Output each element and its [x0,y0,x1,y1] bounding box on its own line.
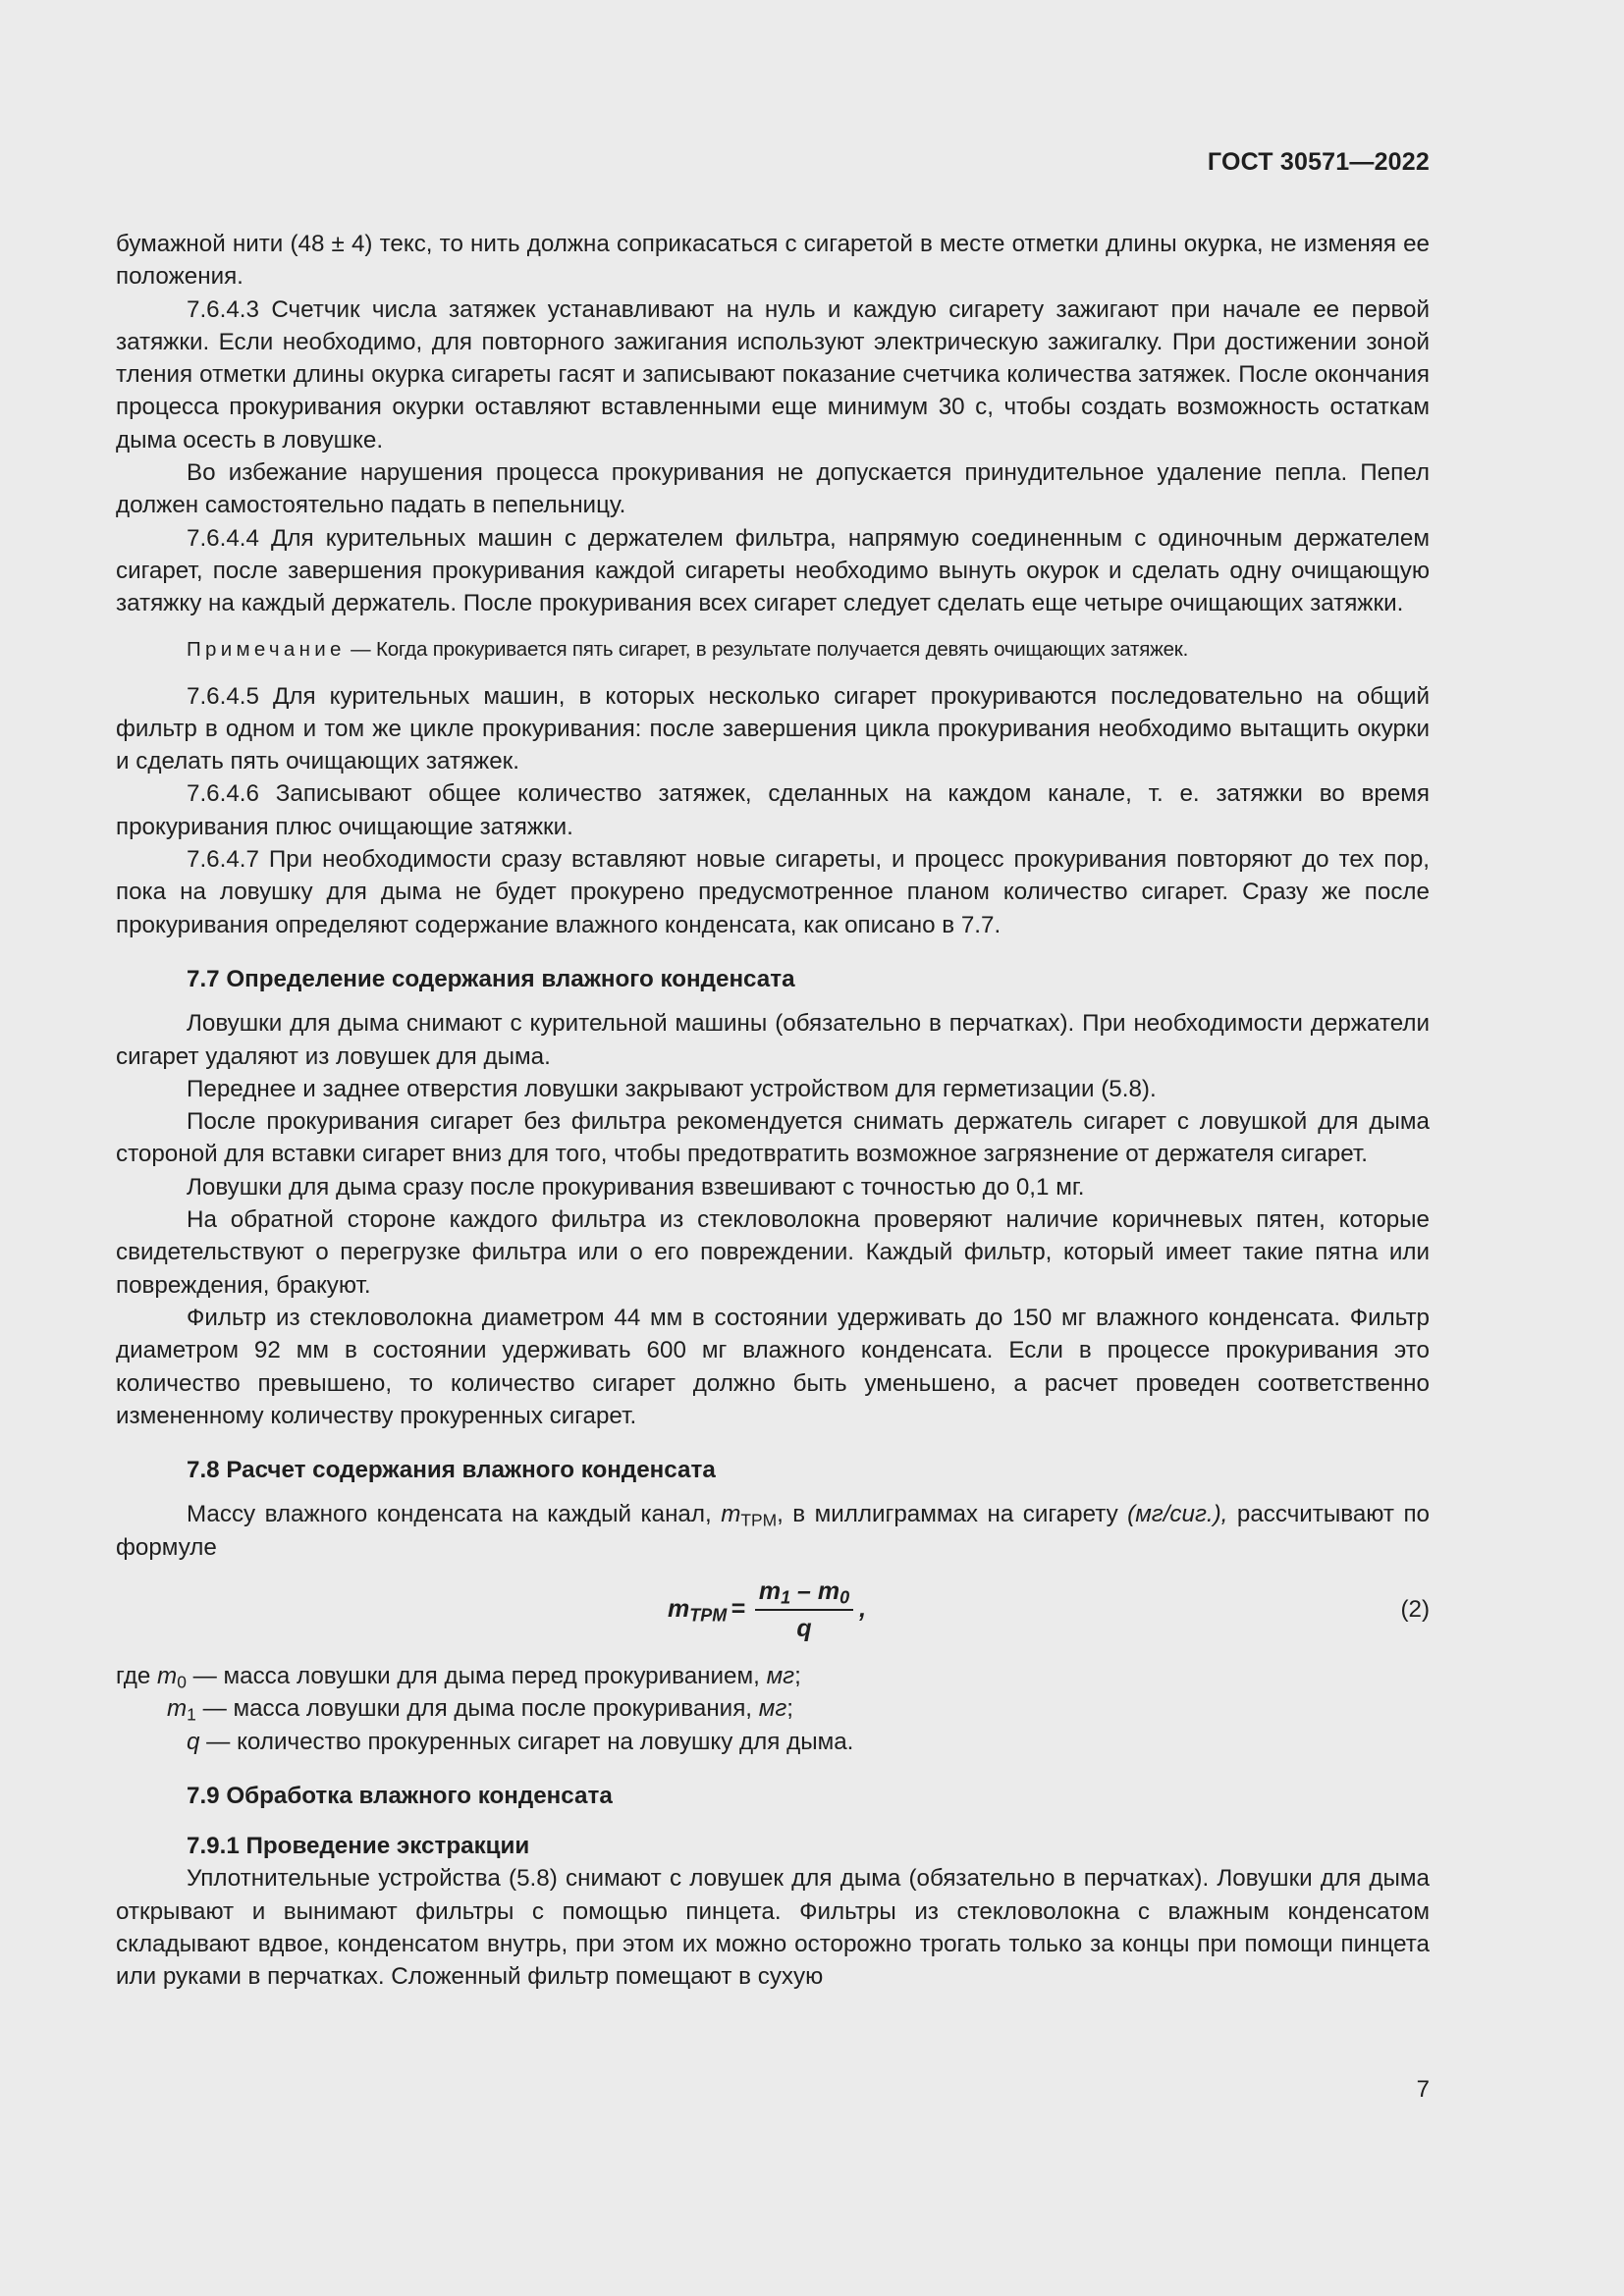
note-text: — Когда прокуривается пять сигарет, в результате получается девять очищающих затяжек. [345,637,1189,661]
formula-numerator: $m_1 - m_0$ [755,1575,853,1611]
note [116,636,1430,664]
paragraph: Ловушки для дыма снимают с курительной машины (обязательно в перчатках). При необходимости держатели сигарет удаляют из ловушек для дыма. [116,1010,1430,1070]
paragraph: Фильтр из стекловолокна диаметром 44 мм в состоянии удерживать до 150 мг влажного конденсата. Фильтр диаметром 92 мм в состоянии удерживать 600 мг влажного конденсата. Если в процессе прокуривания это количество превышено, то количество сигарет должно быть уменьшено, а расчет проведен соответственно измененному количеству прокуренных сигарет. [116,1304,1430,1429]
paragraph-7-6-4-7: 7.6.4.7 При необходимости сразу вставляют новые сигареты, и процесс прокуривания повторяют до тех пор, пока на ловушку для дыма не будет прокурено предусмотренное планом количество сигарет. Сразу же после прокуривания определяют содержание влажного конденсата, как описано в 7.7. [116,846,1430,938]
section-heading-7-9: 7.9 Обработка влажного конденсата [187,1782,613,1809]
paragraph: Ловушки для дыма сразу после прокуривания взвешивают с точностью до 0,1 мг. [187,1173,1085,1201]
legend-row: где $m_0$ — масса ловушки для дыма перед прокуриванием, мг; [116,1662,801,1692]
variable-legend [116,1660,1430,1758]
document-id-header: ГОСТ 30571—2022 [1207,148,1430,176]
formula [668,1575,866,1644]
paragraph-7-6-4-4: 7.6.4.4 Для курительных машин с держателем фильтра, напрямую соединенным с одиночным держателем сигарет, после завершения прокуривания каждой сигареты необходимо вынуть окурок и сделать одну очищающую затяжку на каждый держатель. После прокуривания всех сигарет следует сделать еще четыре очищающих затяжки. [116,524,1430,617]
document-body [116,228,1430,1994]
paragraph: Во избежание нарушения процесса прокуривания не допускается принудительное удаление пепла. Пепел должен самостоятельно падать в пепельницу. [116,459,1430,519]
formula-fraction [755,1575,853,1644]
paragraph-formula-intro: Массу влажного конденсата на каждый канал, $m_{TPM}$, в миллиграммах на сигарету (мг/сиг.), рассчитывают по формуле [116,1501,1431,1561]
paragraph-7-6-4-5: 7.6.4.5 Для курительных машин, в которых несколько сигарет прокуриваются последовательно на общий фильтр в одном и том же цикле прокуривания: после завершения цикла прокуривания необходимо вытащить окурки и сделать пять очищающих затяжек. [116,682,1430,775]
formula-equals: = [731,1595,745,1624]
equation-number: (2) [1400,1595,1430,1623]
formula-comma: , [859,1595,867,1624]
paragraph: После прокуривания сигарет без фильтра рекомендуется снимать держатель сигарет с ловушкой для дыма стороной для вставки сигарет вниз для того, чтобы предотвратить возможное загрязнение от держателя сигарет. [116,1108,1430,1168]
formula-denominator: q [796,1614,812,1642]
subsection-heading-7-9-1: 7.9.1 Проведение экстракции [187,1833,530,1860]
paragraph: На обратной стороне каждого фильтра из стекловолокна проверяют наличие коричневых пятен, которые свидетельствуют о перегрузке фильтра или о его повреждении. Каждый фильтр, который имеет такие пятна или повреждения, бракуют. [116,1206,1430,1299]
note-label: Примечание [187,637,346,661]
formula-lhs: $m_{TPM}$ [668,1595,728,1626]
legend-row: $m_1$ — масса ловушки для дыма после прокуривания, мг; [167,1695,793,1725]
page-number: 7 [1416,2076,1430,2103]
formula-block [116,1572,1430,1658]
legend-row: q — количество прокуренных сигарет на ловушку для дыма. [187,1728,854,1755]
section-heading-7-8: 7.8 Расчет содержания влажного конденсата [187,1457,716,1484]
paragraph-7-6-4-6: 7.6.4.6 Записывают общее количество затяжек, сделанных на каждом канале, т. е. затяжки во время прокуривания плюс очищающие затяжки. [116,780,1430,840]
section-heading-7-7: 7.7 Определение содержания влажного конденсата [187,965,795,992]
paragraph: бумажной нити (48 ± 4) текс, то нить должна соприкасаться с сигаретой в месте отметки длины окурка, не изменяя ее положения. [116,231,1430,291]
paragraph-7-6-4-3: 7.6.4.3 Счетчик числа затяжек устанавливают на нуль и каждую сигарету зажигают при начале ее первой затяжки. Если необходимо, для повторного зажигания используют электрическую зажигалку. При достижении зоной тления отметки длины окурка сигареты гасят и записывают показание счетчика количества затяжек. После окончания процесса прокуривания окурки оставляют вставленными еще минимум 30 с, чтобы создать возможность остаткам дыма осесть в ловушке. [116,295,1430,454]
paragraph: Переднее и заднее отверстия ловушки закрывают устройством для герметизации (5.8). [187,1075,1157,1102]
paragraph: Уплотнительные устройства (5.8) снимают с ловушек для дыма (обязательно в перчатках). Ловушки для дыма открывают и вынимают фильтры с помощью пинцета. Фильтры из стекловолокна с влажным конденсатом складывают вдвое, конденсатом внутрь, при этом их можно осторожно трогать только за концы при помощи пинцета или руками в перчатках. Сложенный фильтр помещают в сухую [116,1865,1430,1991]
